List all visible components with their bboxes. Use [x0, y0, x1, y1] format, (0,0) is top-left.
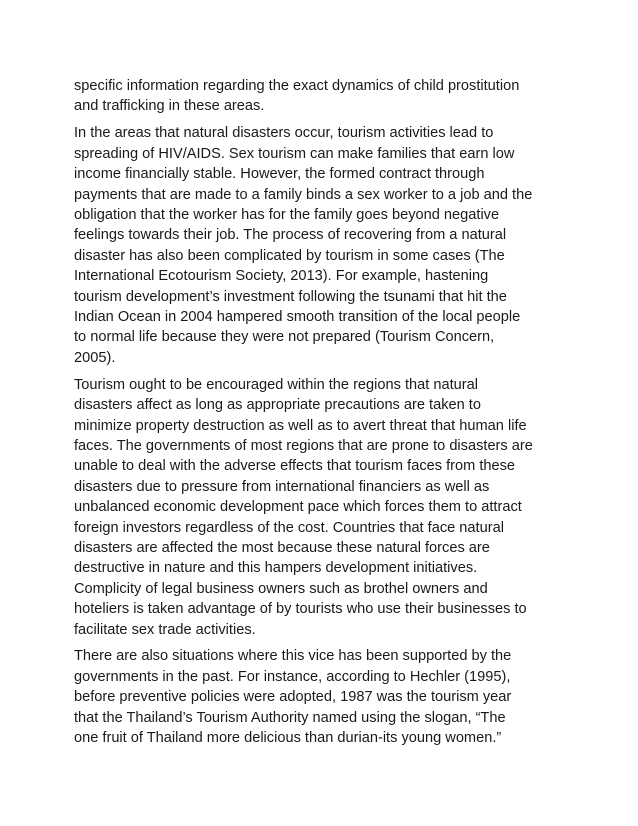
paragraph-2	[74, 123, 562, 368]
text-line: governments in the past. For instance, according to Hechler (1995),	[74, 668, 511, 685]
paragraph-3	[74, 375, 562, 640]
text-line: disasters are affected the most because these natural forces are	[74, 539, 490, 556]
text-line: International Ecotourism Society, 2013). For example, hastening	[74, 268, 489, 285]
text-line: disaster has also been complicated by tourism in some cases (The	[74, 247, 505, 264]
paragraph-4	[74, 646, 562, 748]
text-line: Complicity of legal business owners such as brothel owners and	[74, 580, 488, 597]
text-line: income financially stable. However, the formed contract through	[74, 166, 485, 183]
text-line: There are also situations where this vice has been supported by the	[74, 648, 512, 665]
text-line: Indian Ocean in 2004 hampered smooth transition of the local people	[74, 308, 521, 325]
paragraph-1	[74, 76, 562, 117]
text-line: hoteliers is taken advantage of by tourists who use their businesses to	[74, 601, 527, 618]
text-line: that the Thailand’s Tourism Authority named using the slogan, “The	[74, 709, 506, 726]
document-body	[74, 76, 562, 755]
text-line: facilitate sex trade activities.	[74, 621, 256, 638]
text-line: spreading of HIV/AIDS. Sex tourism can make families that earn low	[74, 145, 515, 162]
text-line: obligation that the worker has for the family goes beyond negative	[74, 206, 500, 223]
text-line: before preventive policies were adopted, 1987 was the tourism year	[74, 689, 512, 706]
text-line: unbalanced economic development pace which forces them to attract	[74, 499, 522, 516]
text-line: minimize property destruction as well as to avert threat that human life	[74, 417, 527, 434]
text-line: 2005).	[74, 349, 116, 366]
text-line: and trafficking in these areas.	[74, 98, 265, 115]
text-line: In the areas that natural disasters occur, tourism activities lead to	[74, 125, 494, 142]
text-line: disasters due to pressure from international financiers as well as	[74, 478, 490, 495]
text-line: specific information regarding the exact dynamics of child prostitution	[74, 78, 520, 94]
text-line: destructive in nature and this hampers development initiatives.	[74, 560, 478, 577]
text-line: foreign investors regardless of the cost. Countries that face natural	[74, 519, 504, 536]
text-line: one fruit of Thailand more delicious than durian-its young women.”	[74, 730, 502, 747]
text-line: Tourism ought to be encouraged within the regions that natural	[74, 376, 479, 393]
text-line: faces. The governments of most regions that are prone to disasters are	[74, 437, 533, 454]
text-line: to normal life because they were not prepared (Tourism Concern,	[74, 329, 495, 346]
text-line: payments that are made to a family binds a sex worker to a job and the	[74, 186, 533, 203]
text-line: feelings towards their job. The process of recovering from a natural	[74, 227, 507, 244]
text-line: disasters affect as long as appropriate precautions are taken to	[74, 397, 481, 414]
text-line: unable to deal with the adverse effects that tourism faces from these	[74, 458, 516, 475]
text-line: tourism development’s investment following the tsunami that hit the	[74, 288, 507, 305]
